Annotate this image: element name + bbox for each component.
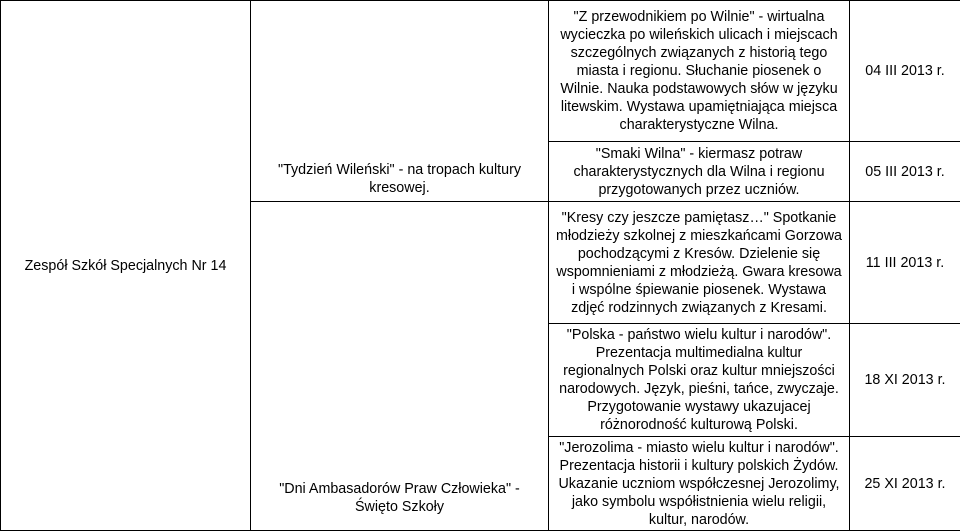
table-row (1, 1, 960, 142)
activity-date-cell: 25 XI 2013 r. (850, 437, 960, 531)
school-name-cell: Zespół Szkół Specjalnych Nr 14 (1, 1, 251, 531)
activity-date-cell: 05 III 2013 r. (850, 142, 960, 202)
activity-description-cell: "Polska - państwo wielu kultur i narodów". Prezentacja multimedialna kultur regionalnych Polski oraz kultur mniejszości narodowych. Język, pieśni, tańce, zwyczaje. Przygotowanie wystawy ukazujacej różnorodność kulturową Polski. (549, 324, 850, 437)
activity-description-cell: "Kresy czy jeszcze pamiętasz…" Spotkanie młodzieży szkolnej z mieszkańcami Gorzowa pochodzącymi z Kresów. Dzielenie się wspomnieniami z młodzieżą. Gwara kresowa i wspólne śpiewanie piosenek. Wystawa zdjęć rodzinnych związanych z Kresami. (549, 202, 850, 324)
event-title-cell: "Dni Ambasadorów Praw Człowieka" - Święto Szkoły (251, 202, 549, 531)
activity-description-cell: "Smaki Wilna" - kiermasz potraw charakterystycznych dla Wilna i regionu przygotowanych przez uczniów. (549, 142, 850, 202)
activity-date-cell: 04 III 2013 r. (850, 1, 960, 142)
activity-description-cell: "Jerozolima - miasto wielu kultur i narodów". Prezentacja historii i kultury polskich Żydów. Ukazanie uczniom współczesnej Jerozolimy, jako symbolu współistnienia wielu religii, kultur, narodów. (549, 437, 850, 531)
activity-date-cell: 11 III 2013 r. (850, 202, 960, 324)
activity-date-cell: 18 XI 2013 r. (850, 324, 960, 437)
activity-description-cell: "Z przewodnikiem po Wilnie" - wirtualna wycieczka po wileńskich ulicach i miejscach szczególnych związanych z historią tego miasta i regionu. Słuchanie piosenek o Wilnie. Nauka podstawowych słów w języku litewskim. Wystawa upamiętniająca miejsca charakterystyczne Wilna. (549, 1, 850, 142)
event-title-cell: "Tydzień Wileński" - na tropach kultury kresowej. (251, 1, 549, 202)
